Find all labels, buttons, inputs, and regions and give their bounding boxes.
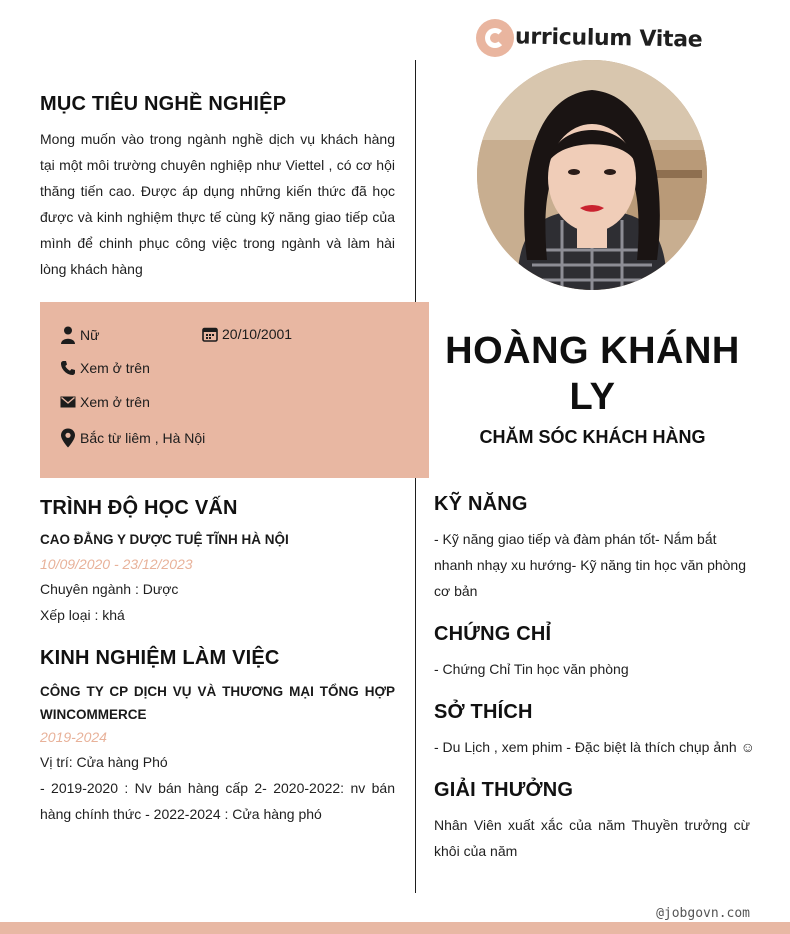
gender-value: Nữ — [80, 327, 100, 343]
address-value: Bắc từ liêm , Hà Nội — [80, 430, 206, 446]
watermark: @jobgovn.com — [656, 906, 750, 921]
education-grade: Xếp loại : khá — [40, 607, 125, 623]
skills-title: KỸ NĂNG — [434, 493, 528, 515]
birthday-value: 20/10/2001 — [222, 326, 293, 342]
hobbies-text: - Du Lịch , xem phim - Đặc biệt là thích chụp ảnh ☺ — [434, 739, 755, 755]
experience-position: Vị trí: Cửa hàng Phó — [40, 754, 168, 770]
candidate-name: HOÀNG KHÁNH LY — [445, 330, 740, 418]
phone-row — [60, 360, 150, 376]
job-title: CHĂM SÓC KHÁCH HÀNG — [479, 427, 706, 447]
objective-text: Mong muốn vào trong ngành nghề dịch vụ khách hàng tại một môi trường chuyên nghiệp như Viettel , có cơ hội thăng tiến cao. Được áp dụng những kiến thức đã học được và kinh nghiệm thực tế cùng kỹ năng giao tiếp của mình để chinh phục công việc trong ngành và làm hài lòng khách hàng — [40, 131, 395, 277]
experience-details: - 2019-2020 : Nv bán hàng cấp 2- 2020-2022: nv bán hàng chính thức - 2022-2024 : Cửa hàng phó — [40, 780, 395, 822]
phone-value: Xem ở trên — [80, 360, 150, 376]
certificates-title: CHỨNG CHỈ — [434, 623, 552, 645]
experience-title: KINH NGHIỆM LÀM VIỆC — [40, 647, 280, 669]
logo-text: urriculum Vitae — [514, 23, 703, 53]
logo-c-icon — [476, 19, 514, 57]
company-name: CÔNG TY CP DỊCH VỤ VÀ THƯƠNG MẠI TỔNG HỢP WINCOMMERCE — [40, 684, 395, 722]
profile-photo — [477, 60, 707, 290]
education-major: Chuyên ngành : Dược — [40, 581, 179, 597]
certificates-text: - Chứng Chỉ Tin học văn phòng — [434, 661, 629, 677]
birthday-row — [202, 326, 292, 342]
hobbies-title: SỞ THÍCH — [434, 701, 533, 723]
bottom-band — [0, 922, 790, 934]
school-name: CAO ĐẲNG Y DƯỢC TUỆ TĨNH HÀ NỘI — [40, 532, 289, 547]
calendar-icon — [202, 326, 218, 342]
email-row — [60, 394, 150, 410]
envelope-icon — [60, 395, 76, 409]
objective-title: MỤC TIÊU NGHỀ NGHIỆP — [40, 93, 287, 115]
awards-title: GIẢI THƯỞNG — [434, 779, 574, 801]
awards-text: Nhân Viên xuất xắc của năm Thuyền trưởng cừ khôi của năm — [434, 817, 750, 859]
skills-text: - Kỹ năng giao tiếp và đàm phán tốt- Nắm bắt nhanh nhạy xu hướng- Kỹ năng tin học văn phòng cơ bản — [434, 531, 746, 599]
cv-logo — [476, 18, 702, 58]
education-title: TRÌNH ĐỘ HỌC VẤN — [40, 497, 238, 519]
phone-icon — [60, 360, 76, 376]
contact-box — [40, 302, 429, 478]
address-row — [60, 428, 205, 448]
education-period: 10/09/2020 - 23/12/2023 — [40, 556, 193, 572]
email-value: Xem ở trên — [80, 394, 150, 410]
gender-row — [60, 326, 99, 344]
person-icon — [60, 326, 76, 344]
experience-period: 2019-2024 — [40, 729, 107, 745]
location-pin-icon — [60, 428, 76, 448]
